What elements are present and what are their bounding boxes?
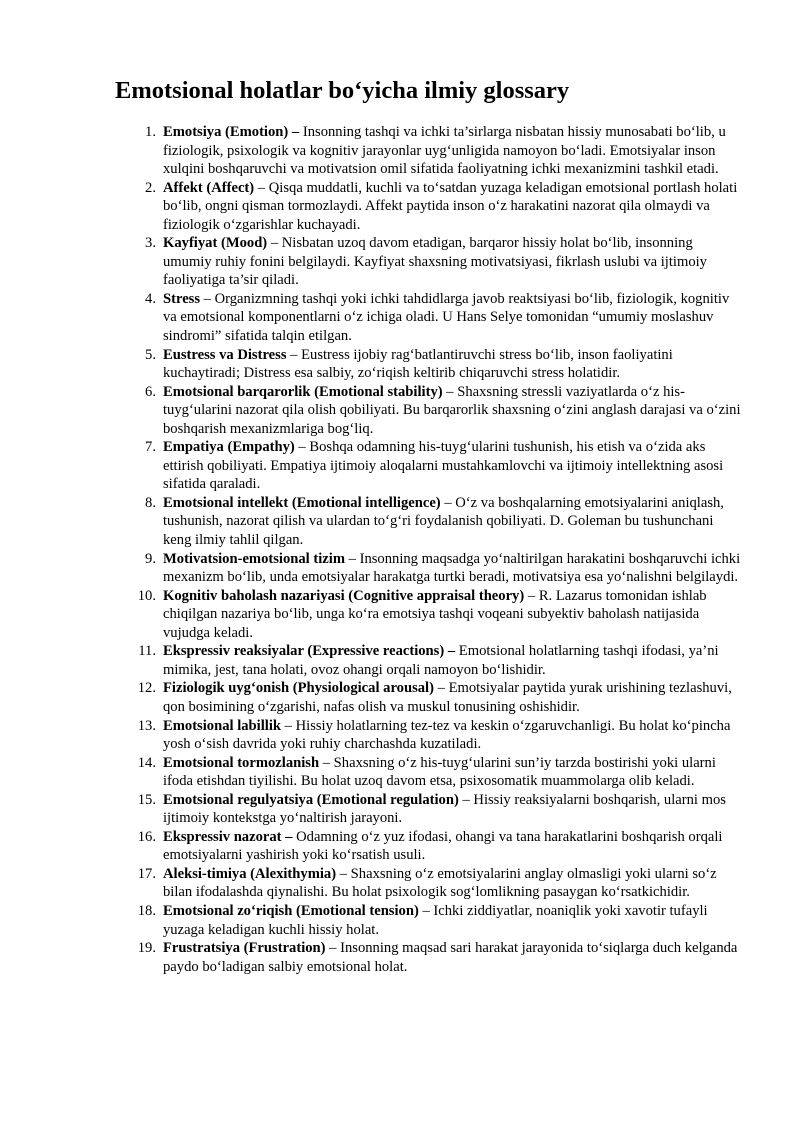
glossary-definition: – O‘z va boshqalarning emotsiyalarini aniqlash, tushunish, nazorat qilish va ulardan to‘g‘ri foydalanish qobiliyati. D. Goleman bu tushunchani keng ilmiy tahlil qilgan.	[163, 494, 724, 549]
glossary-item	[145, 234, 743, 290]
glossary-term: Emotsional tormozlanish	[163, 754, 320, 771]
item-number: 6.	[145, 383, 156, 400]
glossary-term: Ekspressiv nazorat –	[163, 828, 293, 845]
glossary-term: Frustratsiya (Frustration)	[163, 940, 326, 957]
glossary-item	[137, 754, 743, 791]
glossary-definition: – Shaxsning stressli vaziyatlarda o‘z his-tuyg‘ularini nazorat qila olish qobiliyati. Bu barqarorlik shaxsning o‘zini anglash darajasi va o‘zini boshqarish mexanizmlariga bog‘liq.	[163, 383, 741, 437]
glossary-item	[137, 791, 743, 828]
glossary-term: Emotsional intellekt (Emotional intelligence)	[163, 494, 441, 511]
glossary-term: Eustress va Distress	[163, 346, 287, 363]
glossary-term: Aleksi-timiya (Alexithymia)	[163, 865, 337, 882]
glossary-definition: – Insonning maqsadga yo‘naltirilgan harakatini boshqaruvchi ichki mexanizm bo‘lib, unda emotsiyalar harakatga turtki beradi, motivatsiya esa yo‘nalishni belgilaydi.	[163, 550, 741, 586]
item-number: 17.	[137, 865, 156, 882]
glossary-term: Emotsional barqarorlik (Emotional stability)	[163, 383, 443, 400]
glossary-definition: – Eustress ijobiy rag‘batlantiruvchi stress bo‘lib, inson faoliyatini kuchaytiradi; Distress esa salbiy, zo‘riqish keltirib chiqaruvchi stress holatidir.	[163, 346, 673, 382]
glossary-item	[137, 939, 743, 976]
glossary-term: Kognitiv baholash nazariyasi (Cognitive appraisal theory)	[163, 587, 525, 604]
glossary-item	[137, 679, 743, 716]
item-number: 3.	[145, 235, 156, 252]
glossary-item	[137, 587, 743, 643]
glossary-definition: Odamning o‘z yuz ifodasi, ohangi va tana harakatlarini boshqarish orqali emotsiyalarni yashirish yoki ko‘rsatish usuli.	[163, 828, 723, 864]
item-number: 10.	[137, 587, 156, 604]
glossary-definition: Emotsional holatlarning tashqi ifodasi, ya’ni mimika, jest, tana holati, ovoz ohangi orqali namoyon bo‘lishidir.	[163, 643, 719, 678]
glossary-item	[145, 494, 743, 550]
glossary-definition: – Insonning maqsad sari harakat jarayonida to‘siqlarga duch kelganda paydo bo‘ladigan salbiy emotsional holat.	[163, 940, 738, 975]
item-number: 16.	[137, 828, 156, 845]
glossary-definition: – R. Lazarus tomonidan ishlab chiqilgan nazariya bo‘lib, unga ko‘ra emotsiya tashqi voqeani subyektiv baholash natijasida vujudga keladi.	[163, 587, 707, 641]
glossary-item	[145, 383, 743, 439]
glossary-term: Ekspressiv reaksiyalar (Expressive reactions) –	[163, 643, 456, 660]
item-number: 8.	[145, 494, 156, 511]
glossary-item	[145, 123, 743, 179]
glossary-definition: – Hissiy holatlarning tez-tez va keskin o‘zgaruvchanligi. Bu holat ko‘pincha yosh o‘sish davrida yoki ruhiy charchashda kuzatiladi.	[163, 717, 731, 753]
glossary-term: Emotsional zo‘riqish (Emotional tension)	[163, 902, 419, 919]
glossary-item	[145, 346, 743, 383]
glossary-list	[137, 123, 743, 976]
glossary-definition: – Emotsiyalar paytida yurak urishining tezlashuvi, qon bosimining o‘zgarishi, nafas olish va muskul tonusining oshishidir.	[163, 680, 732, 715]
glossary-term: Affekt (Affect)	[163, 179, 255, 196]
item-number: 7.	[145, 439, 156, 456]
glossary-term: Kayfiyat (Mood)	[163, 235, 268, 252]
glossary-definition: – Shaxsning o‘z his-tuyg‘ularini sun’iy tarzda bostirishi yoki ularni ifoda etishdan tiyilishi. Bu holat uzoq davom etsa, psixosomatik muammolarga olib keladi.	[163, 754, 716, 790]
item-number: 15.	[137, 791, 156, 808]
glossary-item	[145, 550, 743, 587]
item-number: 19.	[137, 940, 156, 957]
glossary-item	[145, 290, 743, 346]
item-number: 1.	[145, 124, 156, 140]
glossary-item	[137, 828, 743, 865]
glossary-term: Emotsiya (Emotion) –	[163, 124, 300, 140]
glossary-item	[145, 438, 743, 494]
glossary-term: Fiziologik uyg‘onish (Physiological arousal)	[163, 680, 434, 697]
glossary-definition: Insonning tashqi va ichki ta’sirlarga nisbatan hissiy munosabati bo‘lib, u fiziologik, psixologik va kognitiv jarayonlar uyg‘unligida namoyon bo‘ladi. Emotsiyalar inson xulqini boshqaruvchi va motivatsion omil sifatida faoliyatning ichki mexanizmini tashkil etadi.	[163, 124, 726, 178]
glossary-term: Stress	[163, 290, 201, 307]
glossary-term: Motivatsion-emotsional tizim	[163, 550, 345, 567]
glossary-definition: – Shaxsning o‘z emotsiyalarini anglay olmasligi yoki ularni so‘z bilan ifodalashda qiynalishi. Bu holat psixologik sog‘lomlikning pasaygan ko‘rsatkichidir.	[163, 865, 717, 901]
item-number: 4.	[145, 290, 156, 307]
item-number: 12.	[137, 680, 156, 697]
item-number: 9.	[145, 550, 156, 567]
item-number: 2.	[145, 179, 156, 196]
glossary-definition: – Hissiy reaksiyalarni boshqarish, ularni mos ijtimoiy kontekstga yo‘naltirish jarayoni.	[163, 791, 726, 827]
item-number: 11.	[138, 643, 156, 660]
glossary-term: Empatiya (Empathy)	[163, 439, 295, 456]
glossary-definition: – Ichki ziddiyatlar, noaniqlik yoki xavotir tufayli yuzaga keladigan kuchli hissiy holat.	[163, 902, 708, 938]
glossary-item	[137, 902, 743, 939]
glossary-term: Emotsional labillik	[163, 717, 281, 734]
item-number: 14.	[137, 754, 156, 771]
item-number: 5.	[145, 346, 156, 363]
item-number: 18.	[137, 902, 156, 919]
glossary-item	[145, 179, 743, 235]
glossary-item	[137, 865, 743, 902]
glossary-definition: – Qisqa muddatli, kuchli va to‘satdan yuzaga keladigan emotsional portlash holati bo‘lib, ongni qisman tormozlaydi. Affekt paytida inson o‘z harakatini nazorat qila olmaydi va fiziologik o‘zgarishlar kuchayadi.	[163, 179, 738, 233]
glossary-definition: – Nisbatan uzoq davom etadigan, barqaror hissiy holat bo‘lib, insonning umumiy ruhiy fonini belgilaydi. Kayfiyat shaxsning motivatsiyasi, fikrlash uslubi va ijtimoiy faoliyatiga ta’sir qiladi.	[163, 235, 707, 289]
glossary-item	[137, 717, 743, 754]
glossary-item	[138, 642, 743, 679]
item-number: 13.	[137, 717, 156, 734]
glossary-definition: – Boshqa odamning his-tuyg‘ularini tushunish, his etish va o‘zida aks ettirish qobiliyati. Empatiya ijtimoiy aloqalarni mustahkamlovchi va ijtimoiy intellektning asosi sifatida qaraladi.	[163, 439, 724, 493]
glossary-term: Emotsional regulyatsiya (Emotional regulation)	[163, 791, 459, 808]
glossary-definition: – Organizmning tashqi yoki ichki tahdidlarga javob reaktsiyasi bo‘lib, fiziologik, kognitiv va emotsional komponentlarni o‘z ichiga oladi. U Hans Selye tomonidan “umumiy moslashuv sindromi” sifatida talqin etilgan.	[163, 290, 730, 345]
page-title: Emotsional holatlar bo‘yicha ilmiy glossary	[115, 77, 570, 104]
